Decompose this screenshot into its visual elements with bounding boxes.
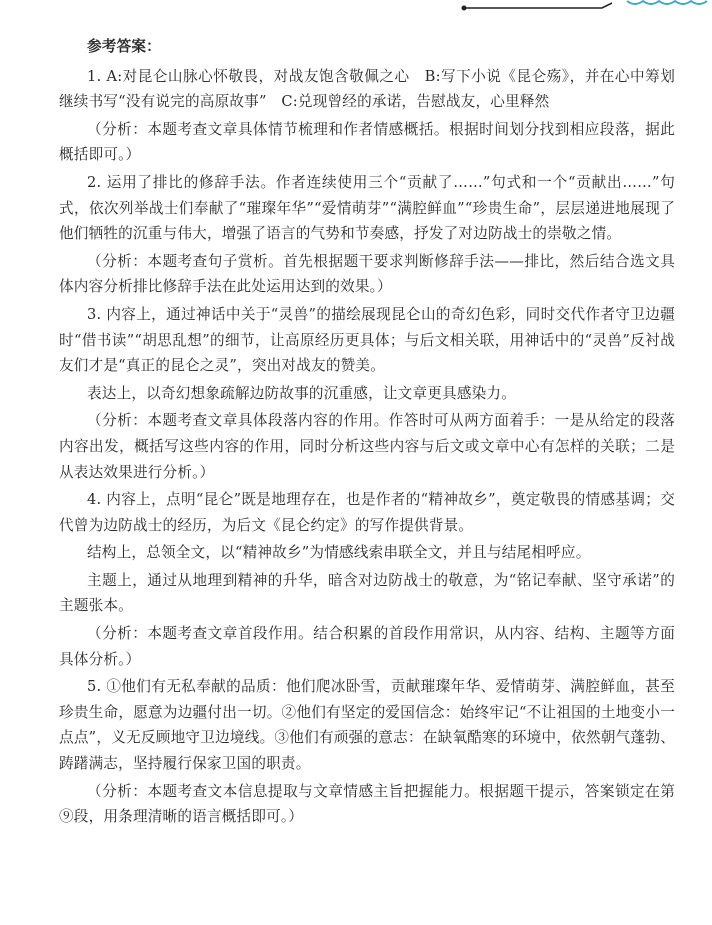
answer-4-content: 4. 内容上，点明“昆仑”既是地理存在，也是作者的“精神故乡”，奠定敬畏的情感基调；交代曾为边防战士的经历，为后文《昆仑约定》的写作提供背景。 (59, 491, 675, 534)
answer-5: 5. ①他们有无私奉献的品质：他们爬冰卧雪，贡献璀璨年华、爱情萌芽、满腔鲜血，甚至珍贵生命，愿意为边疆付出一切。②他们有坚定的爱国信念：始终牢记“不让祖国的土地变小一点点”，义无反顾地守卫边境线。③他们有顽强的意志：在缺氧酷寒的环境中，依然朝气蓬勃、踌躇满志，坚持履行保家卫国的职责。 (59, 678, 675, 773)
answer-4-structure: 结构上，总领全文，以“精神故乡”为情感线索串联全文，并且与结尾相呼应。 (87, 544, 591, 562)
answer-2: 2. 运用了排比的修辞手法。作者连续使用三个“贡献了……”句式和一个“贡献出……”句式，依次列举战士们奉献了“璀璨年华”“爱情萌芽”“满腔鲜血”“珍贵生命”，层层递进地展现了他们牺牲的沉重与伟大，增强了语言的气势和节奏感，抒发了对边防战士的崇敬之情。 (59, 173, 675, 243)
analysis-1: （分析：本题考查文章具体情节梳理和作者情感概括。根据时间划分找到相应段落，据此概括即可。） (59, 120, 675, 164)
analysis-4: （分析：本题考查文章首段作用。结合积累的首段作用常识，从内容、结构、主题等方面具体分析。） (59, 625, 675, 668)
analysis-5: （分析：本题考查文本信息提取与文章情感主旨把握能力。根据题干提示，答案锁定在第⑨段，用条理清晰的语言概括即可。） (59, 782, 675, 826)
answer-3-expression: 表达上，以奇幻想象疏解边防故事的沉重感，让文章更具感染力。 (87, 384, 517, 402)
section-heading: 参考答案： (87, 38, 161, 55)
answer-section (59, 34, 675, 832)
header-decoration (452, 0, 712, 20)
answer-3-content: 3. 内容上，通过神话中关于“灵兽”的描绘展现昆仑山的奇幻色彩，同时交代作者守卫边疆时“借书读”“胡思乱想”的细节，让高原经历更具体；与后文相关联，用神话中的“灵兽”反衬战友们才是“真正的昆仑之灵”，突出对战友的赞美。 (59, 305, 675, 375)
answer-4-theme: 主题上，通过从地理到精神的升华，暗含对边防战士的敬意，为“铭记奉献、坚守承诺”的主题张本。 (59, 571, 675, 615)
answer-1: 1. A:对昆仑山脉心怀敬畏，对战友饱含敬佩之心 B:写下小说《昆仑殇》，并在心中筹划继续书写“没有说完的高原故事” C:兑现曾经的承诺，告慰战友，心里释然 (59, 67, 675, 111)
analysis-2: （分析：本题考查句子赏析。首先根据题干要求判断修辞手法——排比，然后结合选文具体内容分析排比修辞手法在此处运用达到的效果。） (59, 252, 675, 296)
analysis-3: （分析：本题考查文章具体段落内容的作用。作答时可从两方面着手：一是从给定的段落内容出发，概括写这些内容的作用，同时分析这些内容与后文或文章中心有怎样的关联；二是从表达效果进行分析。） (59, 412, 675, 481)
